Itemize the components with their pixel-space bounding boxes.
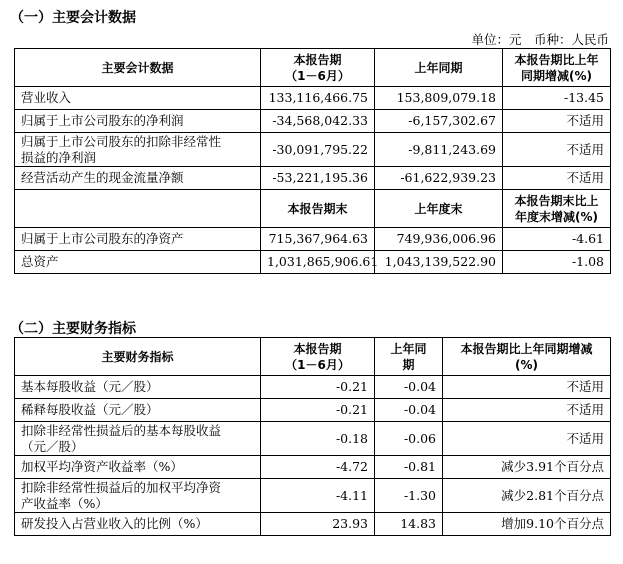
prior-value: -1.30 — [375, 479, 443, 513]
row-label: 总资产 — [15, 251, 261, 274]
change-value: 不适用 — [443, 399, 611, 422]
prior-value: 153,809,079.18 — [375, 87, 503, 110]
current-value: 23.93 — [261, 513, 375, 536]
table-header-row — [15, 338, 611, 376]
table-row — [15, 422, 611, 456]
change-value: -4.61 — [503, 228, 611, 251]
current-value: -30,091,795.22 — [261, 133, 375, 167]
row-label: 研发投入占营业收入的比例（%） — [15, 513, 261, 536]
table-row — [15, 110, 611, 133]
table-row — [15, 513, 611, 536]
table-row — [15, 479, 611, 513]
header-cell: 本报告期 （1－6月） — [261, 49, 375, 87]
header-cell: 上年度末 — [375, 190, 503, 228]
table-row — [15, 167, 611, 190]
row-label: 归属于上市公司股东的净利润 — [15, 110, 261, 133]
row-label: 营业收入 — [15, 87, 261, 110]
change-value: 增加9.10个百分点 — [443, 513, 611, 536]
header-cell-empty — [15, 190, 261, 228]
header-cell: 上年同期 — [375, 49, 503, 87]
table-row — [15, 133, 611, 167]
current-value: -4.72 — [261, 456, 375, 479]
row-label: 加权平均净资产收益率（%） — [15, 456, 261, 479]
section-title-financial-indicators: （二）主要财务指标 — [10, 321, 136, 337]
current-value: 133,116,466.75 — [261, 87, 375, 110]
header-cell: 本报告期比上年 同期增减(%) — [503, 49, 611, 87]
table-subheader-row — [15, 190, 611, 228]
change-value: 减少3.91个百分点 — [443, 456, 611, 479]
current-value: -34,568,042.33 — [261, 110, 375, 133]
row-label: 归属于上市公司股东的净资产 — [15, 228, 261, 251]
change-value: -1.08 — [503, 251, 611, 274]
change-value: -13.45 — [503, 87, 611, 110]
current-value: 715,367,964.63 — [261, 228, 375, 251]
accounting-data-table — [14, 48, 611, 274]
current-value: -0.21 — [261, 376, 375, 399]
row-label: 稀释每股收益（元／股） — [15, 399, 261, 422]
current-value: -4.11 — [261, 479, 375, 513]
prior-value: -0.06 — [375, 422, 443, 456]
prior-value: 749,936,006.96 — [375, 228, 503, 251]
change-value: 不适用 — [503, 167, 611, 190]
section-title-accounting-data: （一）主要会计数据 — [10, 10, 136, 26]
row-label: 扣除非经常性损益后的基本每股收益 （元／股） — [15, 422, 261, 456]
prior-value: -0.04 — [375, 376, 443, 399]
table-row — [15, 399, 611, 422]
header-cell: 本报告期 （1－6月） — [261, 338, 375, 376]
prior-value: -0.04 — [375, 399, 443, 422]
table-header-row — [15, 49, 611, 87]
prior-value: -6,157,302.67 — [375, 110, 503, 133]
current-value: -53,221,195.36 — [261, 167, 375, 190]
table-row — [15, 376, 611, 399]
table-row — [15, 456, 611, 479]
prior-value: 1,043,139,522.90 — [375, 251, 503, 274]
financial-indicators-table — [14, 337, 611, 536]
prior-value: -9,811,243.69 — [375, 133, 503, 167]
change-value: 减少2.81个百分点 — [443, 479, 611, 513]
change-value: 不适用 — [503, 110, 611, 133]
header-cell: 本报告期末 — [261, 190, 375, 228]
current-value: 1,031,865,906.61 — [261, 251, 375, 274]
prior-value: -61,622,939.23 — [375, 167, 503, 190]
change-value: 不适用 — [443, 376, 611, 399]
current-value: -0.18 — [261, 422, 375, 456]
row-label: 经营活动产生的现金流量净额 — [15, 167, 261, 190]
row-label: 基本每股收益（元／股） — [15, 376, 261, 399]
prior-value: 14.83 — [375, 513, 443, 536]
current-value: -0.21 — [261, 399, 375, 422]
table-row — [15, 228, 611, 251]
row-label: 归属于上市公司股东的扣除非经常性 损益的净利润 — [15, 133, 261, 167]
row-label: 扣除非经常性损益后的加权平均净资 产收益率（%） — [15, 479, 261, 513]
table-row — [15, 251, 611, 274]
header-cell: 本报告期比上年同期增减 (%) — [443, 338, 611, 376]
change-value: 不适用 — [443, 422, 611, 456]
unit-currency-note: 单位：元 币种：人民币 — [471, 32, 609, 47]
header-cell: 上年同 期 — [375, 338, 443, 376]
table-row — [15, 87, 611, 110]
header-cell: 主要财务指标 — [15, 338, 261, 376]
header-cell: 主要会计数据 — [15, 49, 261, 87]
header-cell: 本报告期末比上 年度末增减(%) — [503, 190, 611, 228]
change-value: 不适用 — [503, 133, 611, 167]
prior-value: -0.81 — [375, 456, 443, 479]
